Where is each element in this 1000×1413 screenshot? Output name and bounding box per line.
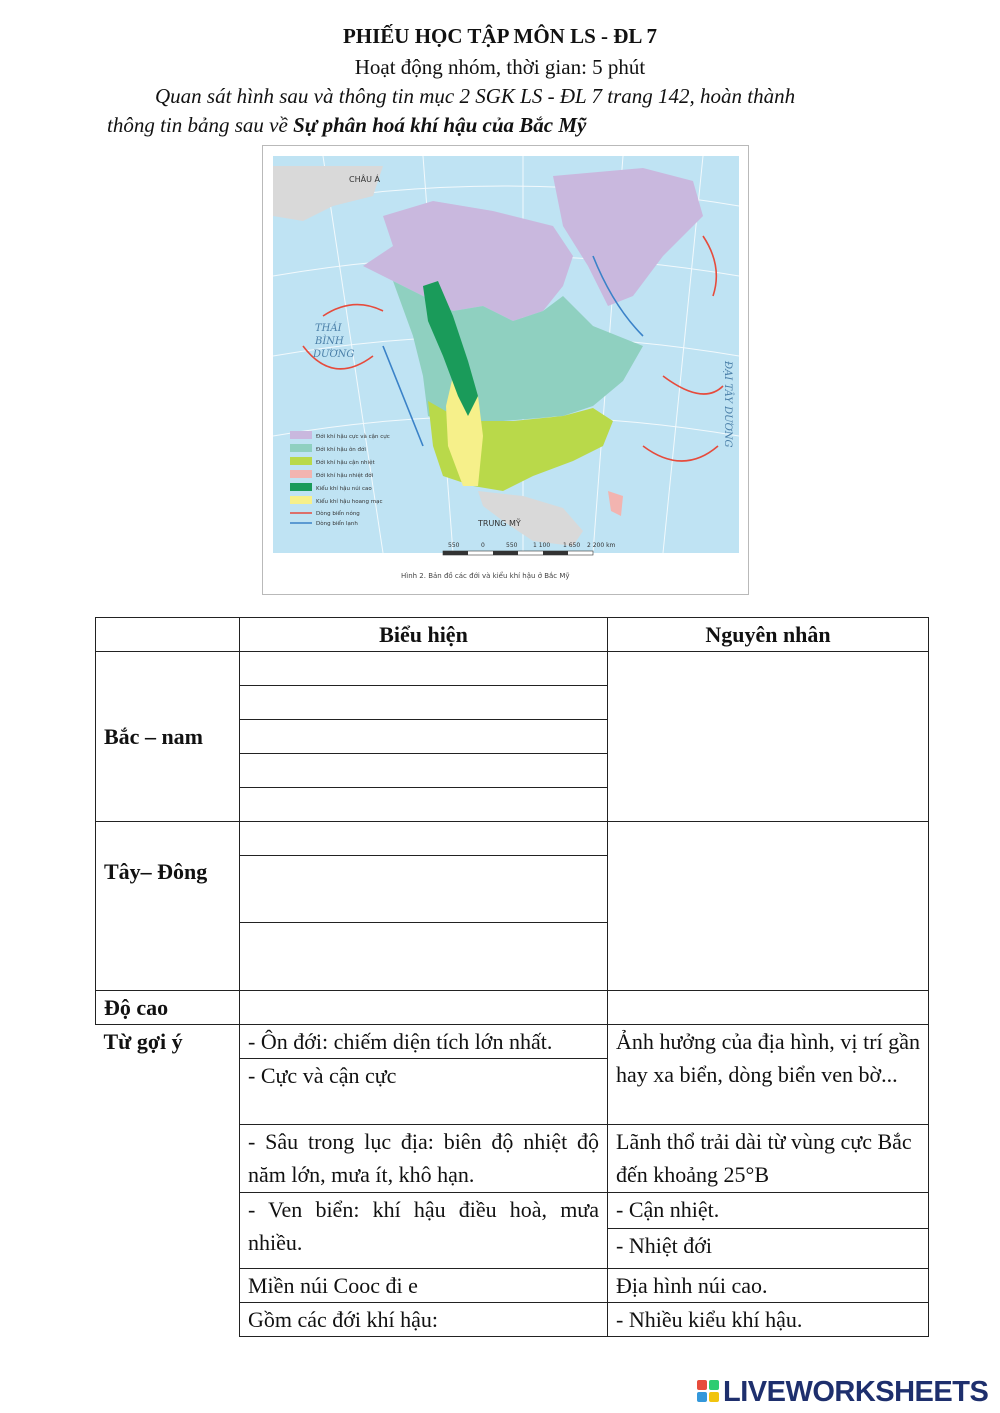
climate-map-svg xyxy=(263,146,748,594)
answer-bac-nam-bieu-hien-1[interactable] xyxy=(240,652,608,686)
hint-lanh-tho-trai-dai: Lãnh thổ trải dài từ vùng cực Bắc đến khoảng 25°B xyxy=(608,1125,929,1193)
row-label-do-cao: Độ cao xyxy=(96,991,240,1025)
answer-do-cao-bieu-hien[interactable] xyxy=(240,991,608,1025)
hint-on-doi: - Ôn đới: chiếm diện tích lớn nhất. xyxy=(240,1025,608,1059)
liveworksheets-logo[interactable] xyxy=(697,1376,997,1410)
legend-swatch-polar xyxy=(290,431,312,439)
answer-bac-nam-bieu-hien-5[interactable] xyxy=(240,788,608,822)
legend-swatch-highland xyxy=(290,483,312,491)
hint-anh-huong-dia-hinh: Ảnh hưởng của địa hình, vị trí gần hay xa biển, dòng biển ven bờ... xyxy=(608,1025,929,1125)
map-pacific-line-1: THÁI xyxy=(315,323,342,334)
row-label-tay-dong: Tây– Đông xyxy=(96,822,240,991)
scale-label-6: 2 200 km xyxy=(587,542,616,549)
map-asia-label: CHÂU Á xyxy=(349,175,380,184)
map-pacific-line-3: DƯƠNG xyxy=(313,349,355,360)
row-label-bac-nam: Bắc – nam xyxy=(96,652,240,822)
map-scale-bar xyxy=(443,551,593,555)
scale-label-1: 550 xyxy=(448,542,460,549)
row-label-tu-goi-y: Từ gợi ý xyxy=(103,1029,183,1054)
legend-label-desert: Kiểu khí hậu hoang mạc xyxy=(316,499,383,505)
climate-map xyxy=(262,145,749,595)
answer-tay-dong-nguyen-nhan[interactable] xyxy=(608,822,929,991)
legend-label-subtropical: Đới khí hậu cận nhiệt xyxy=(316,460,375,466)
table-header-row xyxy=(96,618,929,652)
hint-nhiet-doi: - Nhiệt đới xyxy=(608,1229,929,1269)
answer-do-cao-nguyen-nhan[interactable] xyxy=(608,991,929,1025)
legend-label-cold-current: Dòng biển lạnh xyxy=(316,521,358,527)
header-bieu-hien: Biểu hiện xyxy=(240,618,608,652)
instruction-line-2 xyxy=(107,113,586,138)
header-nguyen-nhan: Nguyên nhân xyxy=(608,618,929,652)
scale-label-2: 0 xyxy=(481,542,485,549)
hint-nhieu-kieu: - Nhiều kiểu khí hậu. xyxy=(608,1303,929,1337)
legend-label-warm-current: Dòng biển nóng xyxy=(316,511,360,517)
legend-swatch-desert xyxy=(290,496,312,504)
map-atlantic-label: ĐẠI TÂY DƯƠNG xyxy=(722,361,733,448)
map-central-america-label: TRUNG MỸ xyxy=(478,519,521,528)
climate-table xyxy=(95,617,929,1338)
hint-dia-hinh-nui-cao: Địa hình núi cao. xyxy=(608,1269,929,1303)
answer-bac-nam-bieu-hien-3[interactable] xyxy=(240,720,608,754)
legend-swatch-subtropical xyxy=(290,457,312,465)
hint-ven-bien: - Ven biển: khí hậu điều hoà, mưa nhiều. xyxy=(240,1193,608,1269)
legend-label-highland: Kiểu khí hậu núi cao xyxy=(316,486,372,492)
answer-tay-dong-bieu-hien-2[interactable] xyxy=(240,856,608,923)
hint-gom-cac-doi: Gồm các đới khí hậu: xyxy=(240,1303,608,1337)
legend-label-temperate: Đới khí hậu ôn đới xyxy=(316,447,366,453)
scale-label-5: 1 650 xyxy=(563,542,581,549)
legend-label-tropical: Đới khí hậu nhiệt đới xyxy=(316,473,374,479)
logo-text: LIVEWORKSHEETS xyxy=(723,1376,989,1408)
legend-swatch-tropical xyxy=(290,470,312,478)
hint-sau-trong-luc-dia: - Sâu trong lục địa: biên độ nhiệt độ năm lớn, mưa ít, khô hạn. xyxy=(240,1125,608,1193)
hint-mien-nui: Miền núi Cooc đi e xyxy=(240,1269,608,1303)
answer-bac-nam-bieu-hien-4[interactable] xyxy=(240,754,608,788)
worksheet-title: PHIẾU HỌC TẬP MÔN LS - ĐL 7 xyxy=(342,24,658,48)
map-pacific-line-2: BÌNH xyxy=(315,336,344,347)
legend-label-polar: Đới khí hậu cực và cận cực xyxy=(316,434,390,440)
header-empty-cell xyxy=(96,618,240,652)
answer-tay-dong-bieu-hien-3[interactable] xyxy=(240,923,608,991)
scale-label-3: 550 xyxy=(506,542,518,549)
answer-tay-dong-bieu-hien-1[interactable] xyxy=(240,822,608,856)
worksheet-subtitle: Hoạt động nhóm, thời gian: 5 phút xyxy=(354,55,646,79)
instruction-prefix: thông tin bảng sau về xyxy=(107,113,294,137)
answer-bac-nam-nguyen-nhan[interactable] xyxy=(608,652,929,822)
legend-swatch-temperate xyxy=(290,444,312,452)
hint-cuc-can-cuc: - Cực và cận cực xyxy=(240,1059,608,1125)
instruction-topic: Sự phân hoá khí hậu của Bắc Mỹ xyxy=(293,113,587,137)
instruction-line-1: Quan sát hình sau và thông tin mục 2 SGK LS - ĐL 7 trang 142, hoàn thành xyxy=(155,84,796,108)
map-caption: Hình 2. Bản đồ các đới và kiểu khí hậu ở Bắc Mỹ xyxy=(401,572,570,580)
scale-label-4: 1 100 xyxy=(533,542,551,549)
hint-can-nhiet: - Cận nhiệt. xyxy=(608,1193,929,1229)
logo-grid-icon xyxy=(697,1380,719,1402)
answer-bac-nam-bieu-hien-2[interactable] xyxy=(240,686,608,720)
